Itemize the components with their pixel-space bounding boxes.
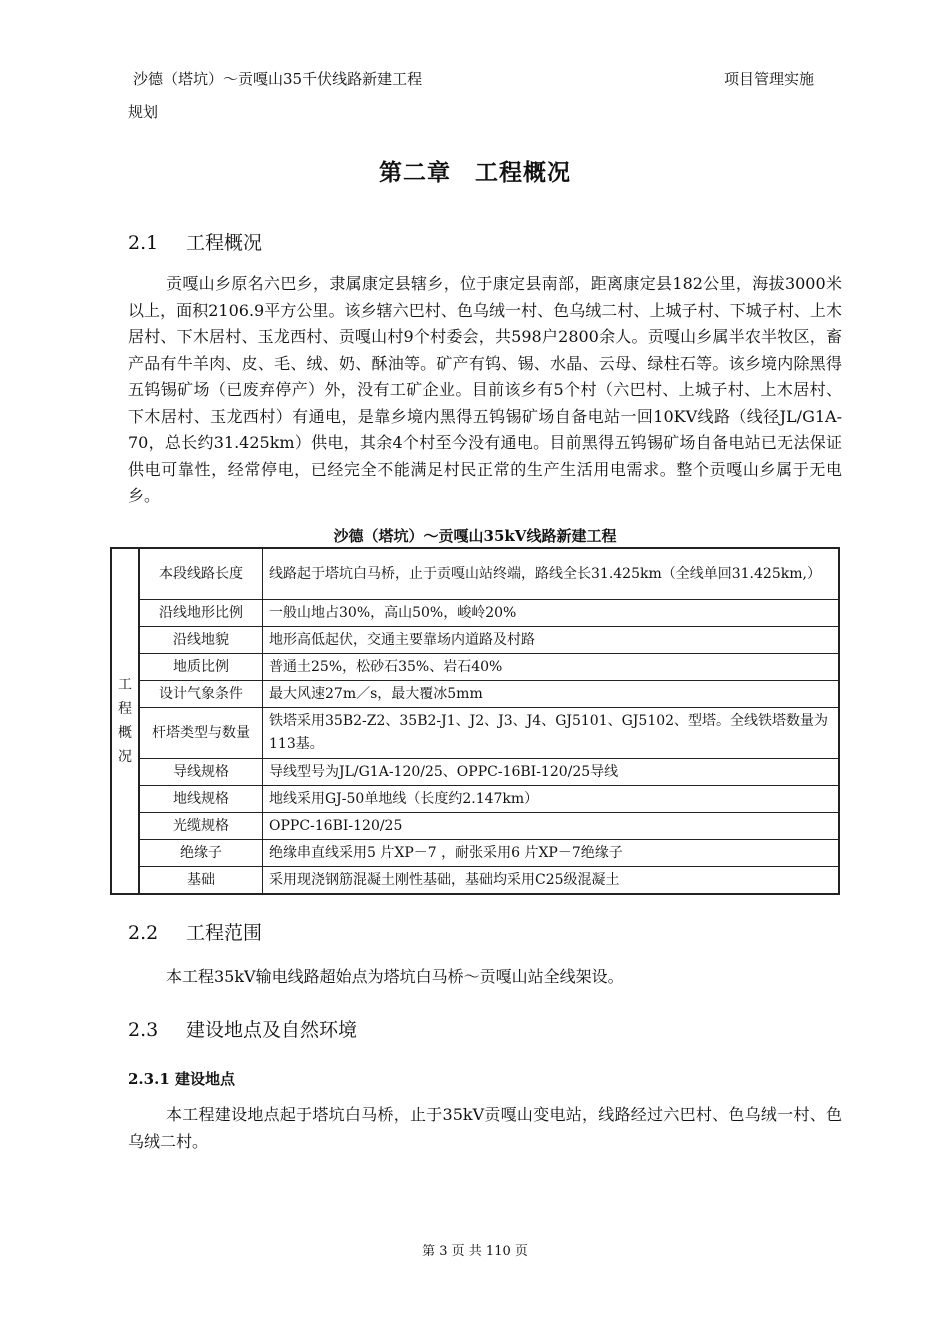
paragraph-2-3-1: 本工程建设地点起于塔坑白马桥，止于35kV贡嘎山变电站，线路经过六巴村、色乌绒一村、色乌绒二村。	[128, 1105, 842, 1151]
running-header-right: 项目管理实施	[724, 70, 815, 88]
table-row	[111, 627, 839, 654]
section-number: 2.1	[128, 232, 159, 254]
table-row-value: 铁塔采用35B2-Z2、35B2-J1、J2、J3、J4、GJ5101、GJ5102、型塔。全线铁塔数量为113基。	[263, 708, 840, 759]
table-row-label: 地质比例	[139, 654, 263, 681]
table-row-label: 地线规格	[139, 786, 263, 813]
running-header-wrap: 规划	[128, 103, 159, 121]
table-row	[111, 654, 839, 681]
section-number: 2.2	[128, 922, 159, 944]
section-2-3-heading	[128, 1015, 357, 1042]
table-row-value: 绝缘串直线采用5 片XP－7 ，耐张采用6 片XP－7绝缘子	[263, 840, 840, 867]
section-title: 建设地点及自然环境	[186, 1019, 358, 1041]
table-row-value: 导线型号为JL/G1A-120/25、OPPC-16BI-120/25导线	[263, 759, 840, 786]
table-row-value: 采用现浇钢筋混凝土刚性基础，基础均采用C25级混凝土	[263, 867, 840, 895]
table-caption: 沙德（塔坑）～贡嘎山35kV线路新建工程	[333, 527, 617, 545]
table-row-value: 普通土25%，松砂石35%、岩石40%	[263, 654, 840, 681]
table-row-label: 光缆规格	[139, 813, 263, 840]
table-row-label: 杆塔类型与数量	[139, 708, 263, 759]
project-overview-table	[110, 547, 840, 895]
table-row	[111, 548, 839, 600]
table-row	[111, 759, 839, 786]
table-row-label: 沿线地貌	[139, 627, 263, 654]
paragraph-2-2: 本工程35kV输电线路超始点为塔坑白马桥～贡嘎山站全线架设。	[166, 967, 624, 986]
table-row-value: OPPC-16BI-120/25	[263, 813, 840, 840]
section-2-2-heading	[128, 918, 262, 945]
section-2-1-heading	[128, 228, 262, 255]
table-row-value: 最大风速27m／s，最大覆冰5mm	[263, 681, 840, 708]
paragraph-2-1: 贡嘎山乡原名六巴乡，隶属康定县辖乡，位于康定县南部，距离康定县182公里，海拔3000米以上，面积2106.9平方公里。该乡辖六巴村、色乌绒一村、色乌绒二村、上城子村、下城子村、上木居村、下木居村、玉龙西村、贡嘎山村9个村委会，共598户2800余人。贡嘎山乡属半农半牧区，畜产品有牛羊肉、皮、毛、绒、奶、酥油等。矿产有钨、锡、水晶、云母、绿柱石等。该乡境内除黑得五钨锡矿场（已废弃停产）外，没有工矿企业。目前该乡有5个村（六巴村、上城子村、上木居村、下木居村、玉龙西村）有通电，是靠乡境内黑得五钨锡矿场自备电站一回10KV线路（线径JL/G1A-70，总长约31.425km）供电，其余4个村至今没有通电。目前黑得五钨锡矿场自备电站已无法保证供电可靠性，经常停电，已经完全不能满足村民正常的生产生活用电需求。整个贡嘎山乡属于无电乡。	[128, 274, 842, 505]
table-row-label: 导线规格	[139, 759, 263, 786]
table-row	[111, 867, 839, 895]
table-row-label: 基础	[139, 867, 263, 895]
table-row-label: 绝缘子	[139, 840, 263, 867]
page-footer: 第 3 页 共 110 页	[422, 1244, 528, 1259]
section-number: 2.3	[128, 1019, 159, 1041]
table-row	[111, 786, 839, 813]
section-title: 工程范围	[186, 922, 263, 944]
table-row	[111, 600, 839, 627]
table-row-label: 设计气象条件	[139, 681, 263, 708]
table-row-label: 本段线路长度	[139, 548, 263, 600]
running-header-title: 沙德（塔坑）～贡嘎山35千伏线路新建工程	[133, 70, 423, 88]
table-row-value: 一般山地占30%，高山50%，峻岭20%	[263, 600, 840, 627]
subsection-2-3-1-heading: 2.3.1 建设地点	[128, 1070, 235, 1088]
table-row-value: 线路起于塔坑白马桥，止于贡嘎山站终端，路线全长31.425km（全线单回31.425km,）	[263, 548, 840, 600]
table-row-value: 地线采用GJ-50单地线（长度约2.147km）	[263, 786, 840, 813]
table-row	[111, 813, 839, 840]
table-side-label: 工 程 概 况	[111, 548, 139, 894]
table-row-label: 沿线地形比例	[139, 600, 263, 627]
table-row	[111, 681, 839, 708]
chapter-title: 第二章 工程概况	[379, 159, 571, 186]
table-row	[111, 708, 839, 759]
table-row	[111, 840, 839, 867]
section-title: 工程概况	[186, 232, 263, 254]
table-row-value: 地形高低起伏，交通主要靠场内道路及村路	[263, 627, 840, 654]
